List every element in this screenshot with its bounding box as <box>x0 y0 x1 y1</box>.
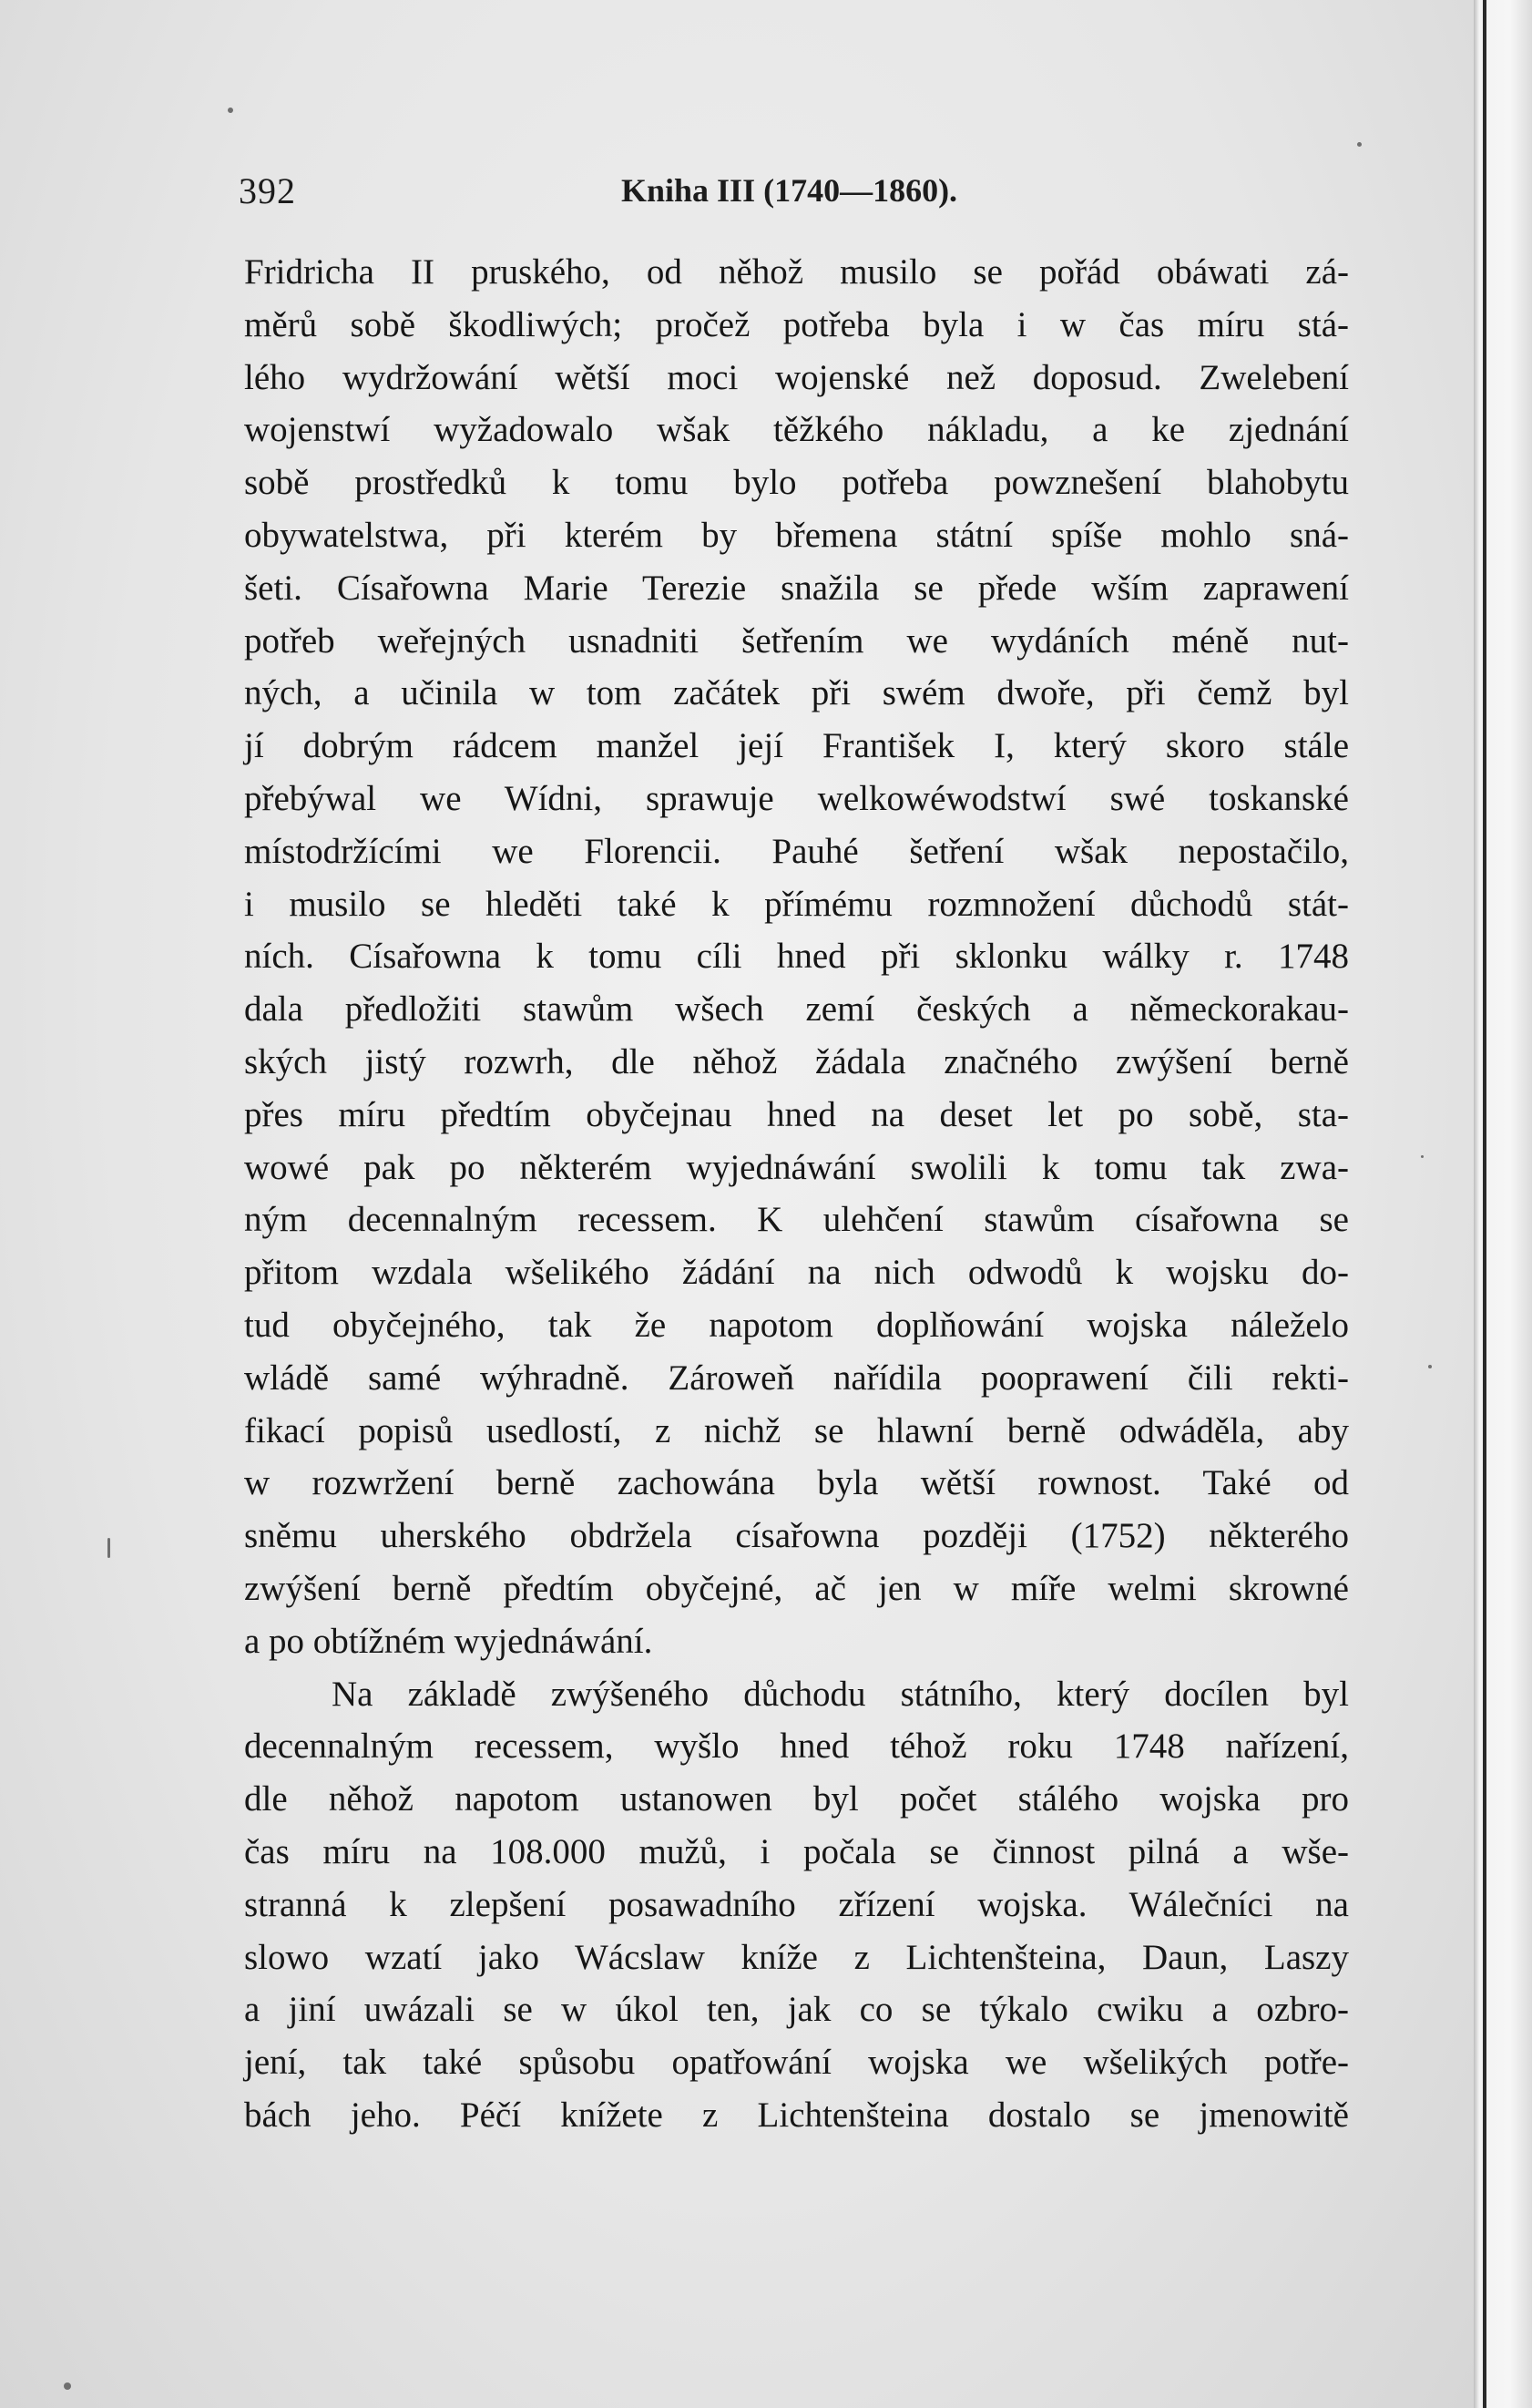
text-line: přebýwal we Wídni, sprawuje welkowéwodstwí swé toskanské <box>244 778 1349 818</box>
paper-speck <box>107 1538 110 1558</box>
page-number: 392 <box>239 170 296 211</box>
text-line: slowo wzatí jako Wácslaw kníže z Lichtenšteina, Daun, Laszy <box>244 1937 1349 1977</box>
text-line: a jiní uwázali se w úkol ten, jak co se týkalo cwiku a ozbro- <box>244 1990 1349 2030</box>
paper-speck <box>228 108 233 113</box>
text-line: ných, a učinila w tom začátek při swém dwoře, při čemž byl <box>244 673 1349 713</box>
text-line: Fridricha II pruského, od něhož musilo se pořád obáwati zá- <box>244 252 1349 292</box>
text-line: místodržícími we Florencii. Pauhé šetření wšak nepostačilo, <box>244 831 1349 871</box>
body-text <box>244 246 1349 2142</box>
text-line: ným decennalným recessem. K ulehčení stawům císařowna se <box>244 1200 1349 1240</box>
text-line: i musilo se hleděti také k přímému rozmnožení důchodů stát- <box>244 884 1349 924</box>
text-line: decennalným recessem, wyšlo hned téhož roku 1748 nařízení, <box>244 1727 1349 1767</box>
text-line: wowé pak po některém wyjednáwání swolili k tomu tak zwa- <box>244 1147 1349 1187</box>
text-line: obywatelstwa, při kterém by břemena státní spíše mohlo sná- <box>244 515 1349 555</box>
gutter-line <box>1483 0 1486 2408</box>
paper-speck <box>64 2382 71 2390</box>
text-line: sněmu uherského obdržela císařowna později (1752) některého <box>244 1516 1349 1556</box>
page-gutter <box>1474 0 1532 2408</box>
text-line: měrů sobě škodliwých; pročež potřeba byla i w čas míru stá- <box>244 304 1349 344</box>
text-line: fikací popisů usedlostí, z nichž se hlawní berně odwáděla, aby <box>244 1410 1349 1450</box>
text-line: w rozwržení berně zachowána byla wětší rownost. Také od <box>244 1463 1349 1503</box>
text-line: lého wydržowání wětší moci wojenské než doposud. Zwelebení <box>244 357 1349 397</box>
text-line: stranná k zlepšení posawadního zřízení wojska. Wálečníci na <box>244 1884 1349 1924</box>
text-line: sobě prostředků k tomu bylo potřeba powznešení blahobytu <box>244 463 1349 503</box>
text-line: wládě samé wýhradně. Zároweň nařídila pooprawení čili rekti- <box>244 1358 1349 1398</box>
text-line: šeti. Císařowna Marie Terezie snažila se přede wším zaprawení <box>244 568 1349 608</box>
paragraph-1 <box>244 246 1349 1668</box>
text-line: čas míru na 108.000 mužů, i počala se činnost pilná a wše- <box>244 1831 1349 1871</box>
paper-speck <box>1428 1365 1432 1368</box>
text-line: ních. Císařowna k tomu cíli hned při sklonku wálky r. 1748 <box>244 937 1349 977</box>
text-line: tud obyčejného, tak že napotom doplňowání wojska náleželo <box>244 1305 1349 1345</box>
text-line: zwýšení berně předtím obyčejné, ač jen w míře welmi skrowné <box>244 1568 1349 1608</box>
text-line: dle něhož napotom ustanowen byl počet stálého wojska pro <box>244 1779 1349 1819</box>
page-header <box>239 164 1359 219</box>
paper-speck <box>1357 142 1362 147</box>
text-line: přitom wzdala wšelikého žádání na nich odwodů k wojsku do- <box>244 1253 1349 1293</box>
text-line: bách jeho. Péčí knížete z Lichtenšteina dostalo se jmenowitě <box>244 2095 1349 2135</box>
text-line: přes míru předtím obyčejnau hned na deset let po sobě, sta- <box>244 1094 1349 1134</box>
text-line: potřeb weřejných usnadniti šetřením we wydáních méně nut- <box>244 620 1349 661</box>
paragraph-2 <box>244 1668 1349 2142</box>
text-line: wojenstwí wyžadowalo wšak těžkého nákladu, a ke zjednání <box>244 410 1349 450</box>
text-line: Na základě zwýšeného důchodu státního, který docílen byl <box>332 1674 1349 1714</box>
text-line: jení, tak také spůsobu opatřowání wojska we wšelikých potře- <box>244 2043 1349 2083</box>
text-line: dala předložiti stawům wšech zemí českých a německorakau- <box>244 989 1349 1030</box>
text-line: jí dobrým rádcem manžel její František I, který skoro stále <box>244 726 1349 766</box>
text-line: a po obtížném wyjednáwání. <box>244 1621 653 1661</box>
running-head: Kniha III (1740—1860). <box>621 172 958 209</box>
text-line: ských jistý rozwrh, dle něhož žádala značného zwýšení berně <box>244 1041 1349 1081</box>
paper-speck <box>1421 1155 1424 1158</box>
